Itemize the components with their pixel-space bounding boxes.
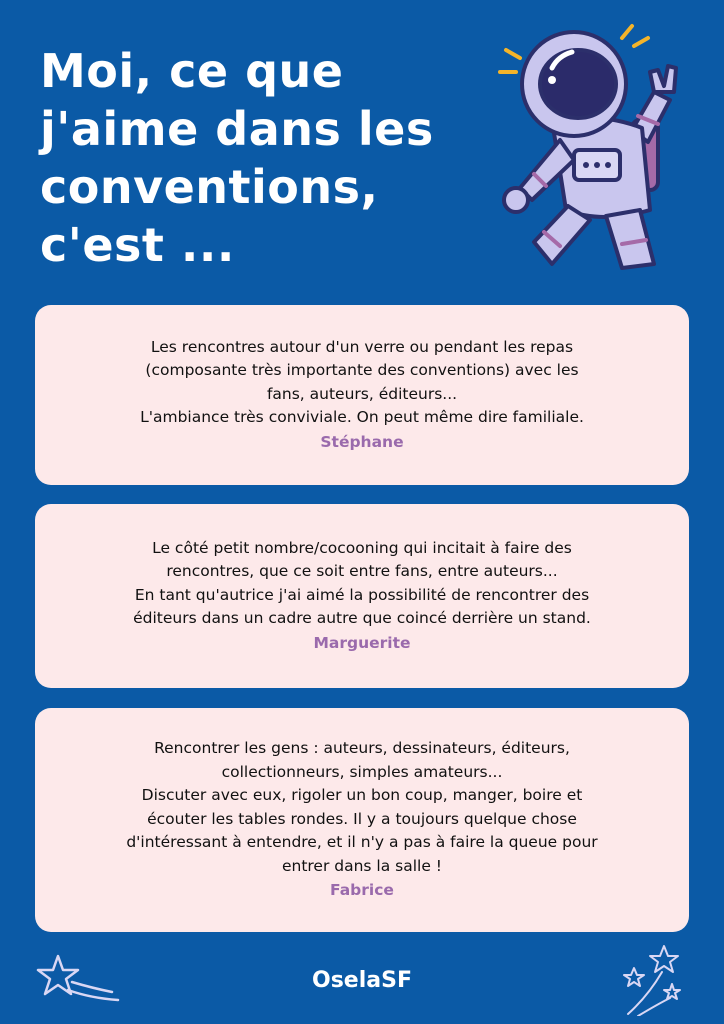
testimonial-line: écouter les tables rondes. Il y a toujours quelque chose: [147, 809, 577, 828]
brand-footer: OselaSF: [312, 968, 412, 993]
testimonial-author: Fabrice: [330, 881, 394, 900]
testimonial-author: Marguerite: [313, 633, 411, 652]
testimonial-line: L'ambiance très conviviale. On peut même dire familiale.: [140, 408, 584, 427]
testimonial-line: rencontres, que ce soit entre fans, entre auteurs...: [166, 562, 558, 581]
testimonial-line: d'intéressant à entendre, et il n'y a pas à faire la queue pour: [126, 833, 598, 852]
testimonial-line: éditeurs dans un cadre autre que coincé derrière un stand.: [133, 609, 591, 628]
testimonial-line: Les rencontres autour d'un verre ou pendant les repas: [150, 337, 574, 356]
testimonial-line: fans, auteurs, éditeurs...: [266, 384, 458, 403]
testimonial-line: Discuter avec eux, rigoler un bon coup, manger, boire et: [141, 786, 583, 805]
testimonial-card: [35, 504, 689, 688]
astronaut-illustration: [482, 20, 702, 280]
testimonial-line: entrer dans la salle !: [281, 856, 443, 875]
testimonial-line: collectionneurs, simples amateurs...: [221, 762, 503, 781]
testimonial-author: Stéphane: [320, 432, 404, 451]
testimonial-card: [35, 708, 689, 932]
testimonial-line: Rencontrer les gens : auteurs, dessinateurs, éditeurs,: [154, 739, 570, 758]
testimonial-line: En tant qu'autrice j'ai aimé la possibilité de rencontrer des: [134, 585, 590, 604]
testimonial-line: Le côté petit nombre/cocooning qui incitait à faire des: [152, 538, 572, 557]
testimonial-line: (composante très importante des conventions) avec les: [145, 361, 579, 380]
title-line: Moi, ce que: [40, 44, 344, 98]
testimonial-card: [35, 305, 689, 485]
page-title: [40, 42, 500, 274]
title-line: c'est ...: [40, 218, 235, 272]
title-line: conventions,: [40, 160, 379, 214]
title-line: j'aime dans les: [40, 102, 434, 156]
